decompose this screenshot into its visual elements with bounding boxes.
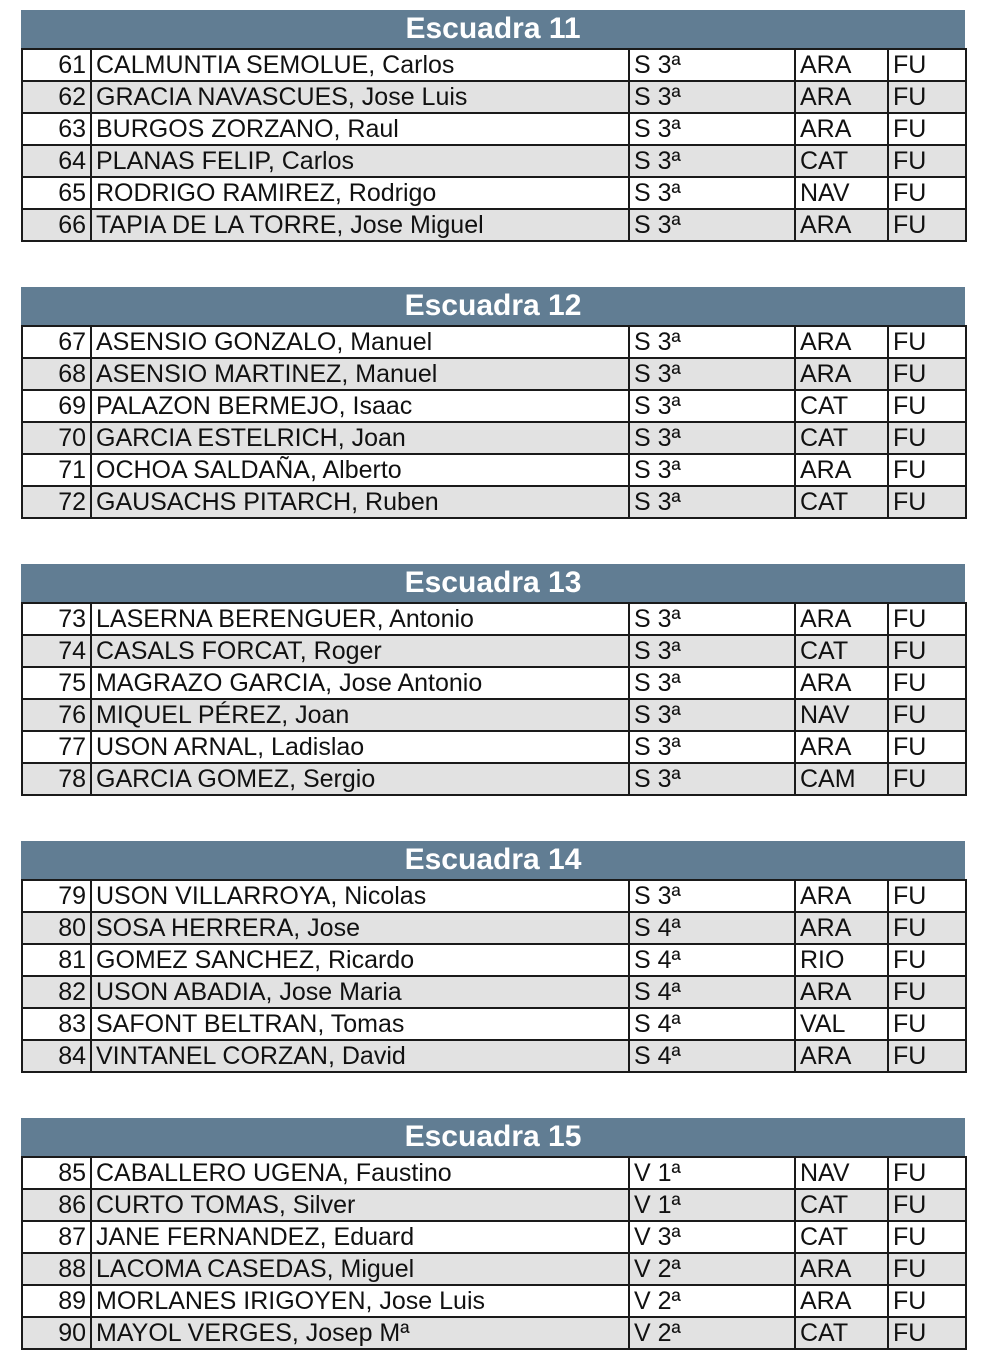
category: S 3ª bbox=[629, 81, 795, 113]
category: S 3ª bbox=[629, 880, 795, 912]
bib-number: 65 bbox=[22, 177, 91, 209]
category: S 3ª bbox=[629, 731, 795, 763]
shooter-name: ASENSIO MARTINEZ, Manuel bbox=[91, 358, 629, 390]
category: V 1ª bbox=[629, 1189, 795, 1221]
bib-number: 86 bbox=[22, 1189, 91, 1221]
discipline: FU bbox=[888, 667, 966, 699]
category: S 4ª bbox=[629, 944, 795, 976]
category: S 3ª bbox=[629, 454, 795, 486]
table-row bbox=[22, 209, 966, 241]
discipline: FU bbox=[888, 1317, 966, 1349]
category: S 3ª bbox=[629, 763, 795, 795]
shooter-name: USON ARNAL, Ladislao bbox=[91, 731, 629, 763]
region: CAM bbox=[795, 763, 888, 795]
region: NAV bbox=[795, 177, 888, 209]
bib-number: 77 bbox=[22, 731, 91, 763]
discipline: FU bbox=[888, 358, 966, 390]
category: S 3ª bbox=[629, 486, 795, 518]
squad-block-11 bbox=[21, 10, 965, 242]
squad-title: Escuadra 13 bbox=[21, 564, 965, 602]
category: S 3ª bbox=[629, 145, 795, 177]
bib-number: 64 bbox=[22, 145, 91, 177]
squad-title: Escuadra 14 bbox=[21, 841, 965, 879]
squad-table bbox=[21, 602, 967, 796]
table-row bbox=[22, 358, 966, 390]
shooter-name: GARCIA GOMEZ, Sergio bbox=[91, 763, 629, 795]
region: VAL bbox=[795, 1008, 888, 1040]
discipline: FU bbox=[888, 422, 966, 454]
shooter-name: CASALS FORCAT, Roger bbox=[91, 635, 629, 667]
region: CAT bbox=[795, 390, 888, 422]
table-row bbox=[22, 603, 966, 635]
region: CAT bbox=[795, 486, 888, 518]
region: CAT bbox=[795, 1317, 888, 1349]
category: S 3ª bbox=[629, 699, 795, 731]
category: V 2ª bbox=[629, 1317, 795, 1349]
shooter-name: SOSA HERRERA, Jose bbox=[91, 912, 629, 944]
bib-number: 74 bbox=[22, 635, 91, 667]
table-row bbox=[22, 912, 966, 944]
discipline: FU bbox=[888, 390, 966, 422]
bib-number: 76 bbox=[22, 699, 91, 731]
bib-number: 61 bbox=[22, 49, 91, 81]
squad-table bbox=[21, 1156, 967, 1350]
bib-number: 68 bbox=[22, 358, 91, 390]
bib-number: 69 bbox=[22, 390, 91, 422]
bib-number: 73 bbox=[22, 603, 91, 635]
category: S 3ª bbox=[629, 209, 795, 241]
category: S 3ª bbox=[629, 422, 795, 454]
table-row bbox=[22, 731, 966, 763]
table-row bbox=[22, 1221, 966, 1253]
shooter-name: GAUSACHS PITARCH, Ruben bbox=[91, 486, 629, 518]
region: CAT bbox=[795, 145, 888, 177]
shooter-name: ASENSIO GONZALO, Manuel bbox=[91, 326, 629, 358]
discipline: FU bbox=[888, 1221, 966, 1253]
shooter-name: GRACIA NAVASCUES, Jose Luis bbox=[91, 81, 629, 113]
table-row bbox=[22, 81, 966, 113]
discipline: FU bbox=[888, 81, 966, 113]
category: S 3ª bbox=[629, 177, 795, 209]
table-row bbox=[22, 326, 966, 358]
discipline: FU bbox=[888, 944, 966, 976]
bib-number: 66 bbox=[22, 209, 91, 241]
shooter-name: TAPIA DE LA TORRE, Jose Miguel bbox=[91, 209, 629, 241]
table-row bbox=[22, 486, 966, 518]
region: ARA bbox=[795, 731, 888, 763]
shooter-name: LACOMA CASEDAS, Miguel bbox=[91, 1253, 629, 1285]
shooter-name: MAGRAZO GARCIA, Jose Antonio bbox=[91, 667, 629, 699]
shooter-name: CABALLERO UGENA, Faustino bbox=[91, 1157, 629, 1189]
table-row bbox=[22, 49, 966, 81]
bib-number: 78 bbox=[22, 763, 91, 795]
region: NAV bbox=[795, 699, 888, 731]
bib-number: 80 bbox=[22, 912, 91, 944]
discipline: FU bbox=[888, 1157, 966, 1189]
bib-number: 87 bbox=[22, 1221, 91, 1253]
bib-number: 79 bbox=[22, 880, 91, 912]
discipline: FU bbox=[888, 880, 966, 912]
region: ARA bbox=[795, 667, 888, 699]
shooter-name: BURGOS ZORZANO, Raul bbox=[91, 113, 629, 145]
discipline: FU bbox=[888, 1189, 966, 1221]
bib-number: 82 bbox=[22, 976, 91, 1008]
table-row bbox=[22, 145, 966, 177]
squad-block-15 bbox=[21, 1118, 965, 1350]
category: V 3ª bbox=[629, 1221, 795, 1253]
discipline: FU bbox=[888, 454, 966, 486]
table-row bbox=[22, 422, 966, 454]
shooter-name: USON VILLARROYA, Nicolas bbox=[91, 880, 629, 912]
region: ARA bbox=[795, 326, 888, 358]
category: S 4ª bbox=[629, 976, 795, 1008]
region: ARA bbox=[795, 603, 888, 635]
discipline: FU bbox=[888, 1253, 966, 1285]
region: ARA bbox=[795, 454, 888, 486]
category: S 3ª bbox=[629, 113, 795, 145]
region: CAT bbox=[795, 635, 888, 667]
bib-number: 63 bbox=[22, 113, 91, 145]
squad-title: Escuadra 11 bbox=[21, 10, 965, 48]
discipline: FU bbox=[888, 209, 966, 241]
bib-number: 67 bbox=[22, 326, 91, 358]
table-row bbox=[22, 976, 966, 1008]
region: ARA bbox=[795, 1040, 888, 1072]
shooter-name: PALAZON BERMEJO, Isaac bbox=[91, 390, 629, 422]
category: S 3ª bbox=[629, 390, 795, 422]
squad-table bbox=[21, 48, 967, 242]
category: V 2ª bbox=[629, 1285, 795, 1317]
shooter-name: MIQUEL PÉREZ, Joan bbox=[91, 699, 629, 731]
bib-number: 83 bbox=[22, 1008, 91, 1040]
table-row bbox=[22, 763, 966, 795]
region: ARA bbox=[795, 81, 888, 113]
squad-table bbox=[21, 325, 967, 519]
squad-table bbox=[21, 879, 967, 1073]
table-row bbox=[22, 1317, 966, 1349]
shooter-name: MAYOL VERGES, Josep Mª bbox=[91, 1317, 629, 1349]
table-row bbox=[22, 880, 966, 912]
region: ARA bbox=[795, 976, 888, 1008]
discipline: FU bbox=[888, 731, 966, 763]
shooter-name: SAFONT BELTRAN, Tomas bbox=[91, 1008, 629, 1040]
region: ARA bbox=[795, 880, 888, 912]
squad-title: Escuadra 12 bbox=[21, 287, 965, 325]
discipline: FU bbox=[888, 635, 966, 667]
bib-number: 81 bbox=[22, 944, 91, 976]
bib-number: 71 bbox=[22, 454, 91, 486]
category: S 4ª bbox=[629, 1008, 795, 1040]
discipline: FU bbox=[888, 763, 966, 795]
region: ARA bbox=[795, 1253, 888, 1285]
bib-number: 84 bbox=[22, 1040, 91, 1072]
shooter-name: OCHOA SALDAÑA, Alberto bbox=[91, 454, 629, 486]
category: S 4ª bbox=[629, 912, 795, 944]
bib-number: 90 bbox=[22, 1317, 91, 1349]
shooter-name: VINTANEL CORZAN, David bbox=[91, 1040, 629, 1072]
table-row bbox=[22, 635, 966, 667]
discipline: FU bbox=[888, 1040, 966, 1072]
bib-number: 75 bbox=[22, 667, 91, 699]
category: V 1ª bbox=[629, 1157, 795, 1189]
squad-block-12 bbox=[21, 287, 965, 519]
discipline: FU bbox=[888, 49, 966, 81]
category: S 3ª bbox=[629, 326, 795, 358]
shooter-name: JANE FERNANDEZ, Eduard bbox=[91, 1221, 629, 1253]
shooter-name: CALMUNTIA SEMOLUE, Carlos bbox=[91, 49, 629, 81]
shooter-name: MORLANES IRIGOYEN, Jose Luis bbox=[91, 1285, 629, 1317]
discipline: FU bbox=[888, 1285, 966, 1317]
category: S 3ª bbox=[629, 635, 795, 667]
shooter-name: LASERNA BERENGUER, Antonio bbox=[91, 603, 629, 635]
squad-block-14 bbox=[21, 841, 965, 1073]
region: CAT bbox=[795, 1221, 888, 1253]
bib-number: 89 bbox=[22, 1285, 91, 1317]
discipline: FU bbox=[888, 486, 966, 518]
table-row bbox=[22, 390, 966, 422]
table-row bbox=[22, 1253, 966, 1285]
table-row bbox=[22, 1189, 966, 1221]
bib-number: 85 bbox=[22, 1157, 91, 1189]
discipline: FU bbox=[888, 326, 966, 358]
shooter-name: USON ABADIA, Jose Maria bbox=[91, 976, 629, 1008]
region: RIO bbox=[795, 944, 888, 976]
category: S 3ª bbox=[629, 49, 795, 81]
discipline: FU bbox=[888, 976, 966, 1008]
shooter-name: PLANAS FELIP, Carlos bbox=[91, 145, 629, 177]
table-row bbox=[22, 177, 966, 209]
discipline: FU bbox=[888, 145, 966, 177]
region: CAT bbox=[795, 1189, 888, 1221]
bib-number: 72 bbox=[22, 486, 91, 518]
region: ARA bbox=[795, 209, 888, 241]
region: NAV bbox=[795, 1157, 888, 1189]
table-row bbox=[22, 667, 966, 699]
table-row bbox=[22, 1008, 966, 1040]
region: CAT bbox=[795, 422, 888, 454]
category: S 3ª bbox=[629, 603, 795, 635]
shooter-name: RODRIGO RAMIREZ, Rodrigo bbox=[91, 177, 629, 209]
table-row bbox=[22, 1285, 966, 1317]
discipline: FU bbox=[888, 603, 966, 635]
bib-number: 70 bbox=[22, 422, 91, 454]
shooter-name: CURTO TOMAS, Silver bbox=[91, 1189, 629, 1221]
table-row bbox=[22, 113, 966, 145]
category: S 3ª bbox=[629, 358, 795, 390]
shooter-name: GOMEZ SANCHEZ, Ricardo bbox=[91, 944, 629, 976]
table-row bbox=[22, 1157, 966, 1189]
squad-block-13 bbox=[21, 564, 965, 796]
category: S 4ª bbox=[629, 1040, 795, 1072]
category: V 2ª bbox=[629, 1253, 795, 1285]
discipline: FU bbox=[888, 1008, 966, 1040]
shooter-name: GARCIA ESTELRICH, Joan bbox=[91, 422, 629, 454]
discipline: FU bbox=[888, 113, 966, 145]
discipline: FU bbox=[888, 699, 966, 731]
category: S 3ª bbox=[629, 667, 795, 699]
table-row bbox=[22, 1040, 966, 1072]
table-row bbox=[22, 454, 966, 486]
squad-title: Escuadra 15 bbox=[21, 1118, 965, 1156]
table-row bbox=[22, 699, 966, 731]
region: ARA bbox=[795, 358, 888, 390]
discipline: FU bbox=[888, 177, 966, 209]
discipline: FU bbox=[888, 912, 966, 944]
bib-number: 88 bbox=[22, 1253, 91, 1285]
bib-number: 62 bbox=[22, 81, 91, 113]
region: ARA bbox=[795, 113, 888, 145]
table-row bbox=[22, 944, 966, 976]
region: ARA bbox=[795, 912, 888, 944]
region: ARA bbox=[795, 1285, 888, 1317]
region: ARA bbox=[795, 49, 888, 81]
